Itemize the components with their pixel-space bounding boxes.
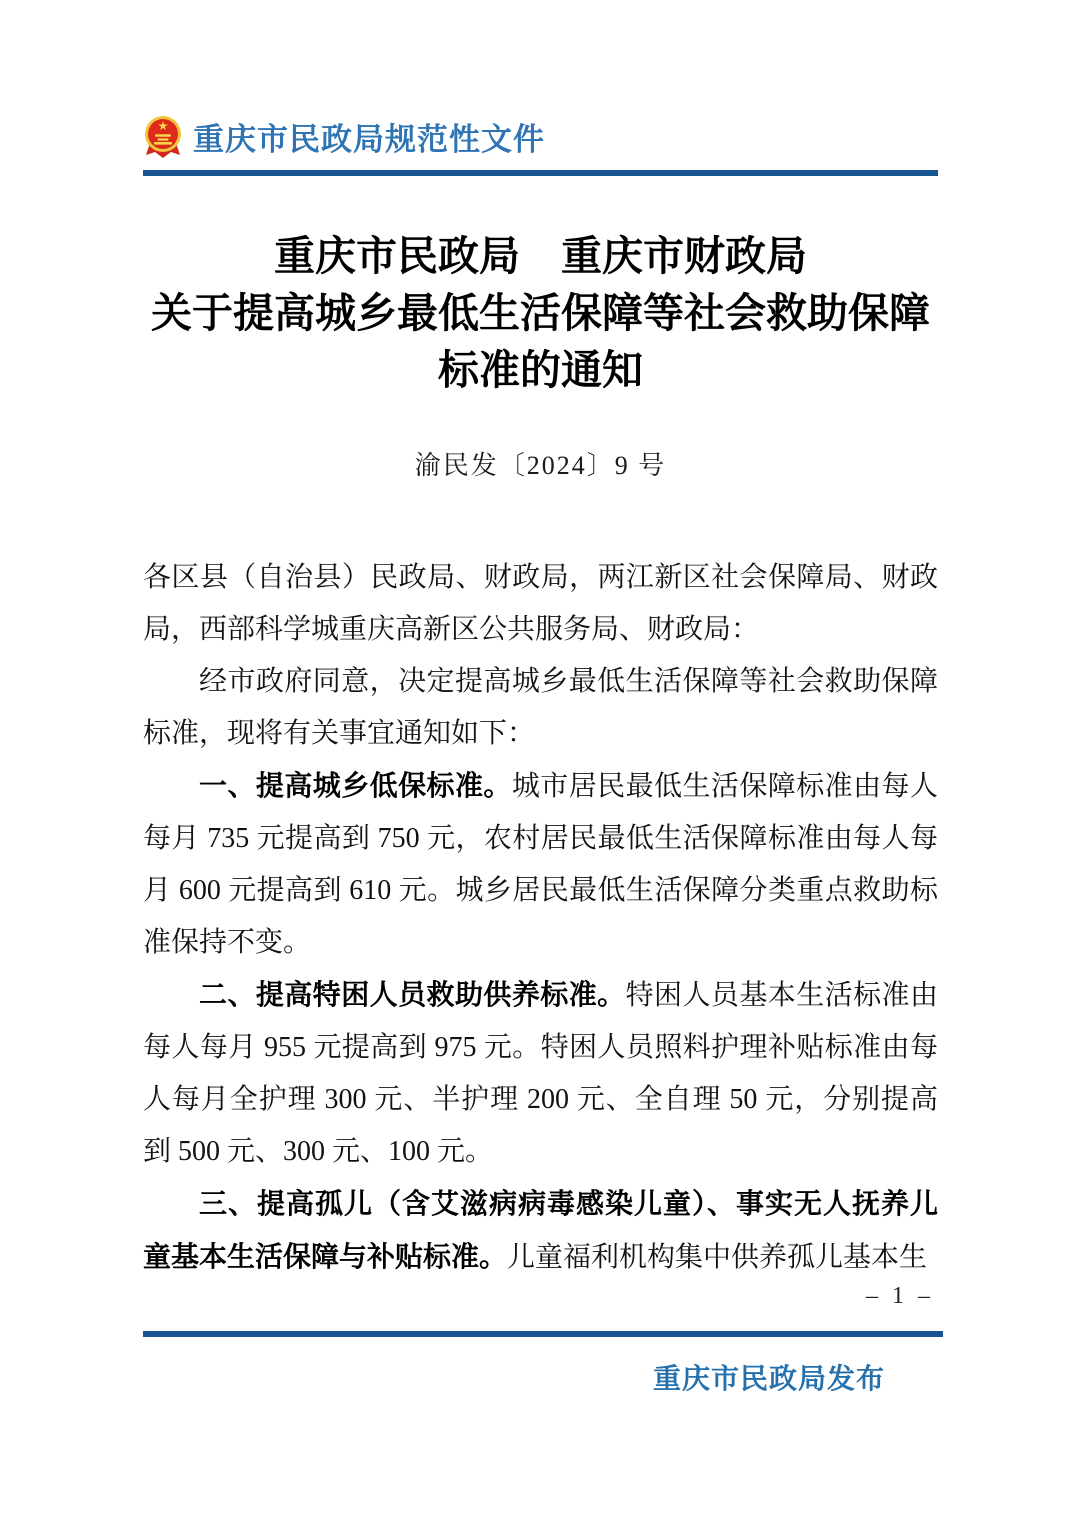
svg-text:★: ★ [158,121,168,132]
salutation-paragraph: 各区县（自治县）民政局、财政局，两江新区社会保障局、财政局，西部科学城重庆高新区公共服务局、财政局： [143,562,938,645]
doc-title-line-2: 关于提高城乡最低生活保障等社会救助保障 [151,290,930,336]
publisher-label: 重庆市民政局发布 [652,1363,885,1394]
section-paragraph-3 [143,1178,938,1284]
document-header [143,0,938,159]
header-divider [143,170,938,176]
section-1-lead: 一、提高城乡低保标准。 [199,770,512,801]
intro-paragraph: 经市政府同意，决定提高城乡最低生活保障等社会救助保障标准，现将有关事宜通知如下： [143,666,938,749]
doc-title-line-3: 标准的通知 [438,347,643,393]
section-2-lead: 二、提高特困人员救助供养标准。 [199,979,626,1010]
document-number: 渝民发〔2024〕9 号 [414,451,667,480]
section-3-text: 儿童福利机构集中供养孤儿基本生 [507,1242,928,1273]
doc-title-line-1: 重庆市民政局 重庆市财政局 [274,233,807,279]
china-national-emblem-icon [143,115,183,159]
page-number: – 1 – [866,1283,934,1309]
header-title: 重庆市民政局规范性文件 [193,122,545,157]
section-2-text: 特困人员基本生活标准由每人每月 955 元提高到 975 元。特困人员照料护理补贴标准由每人每月全护理 300 元、半护理 200 元、全自理 50 元，分别提高到 500 元、300 元、100 元。 [143,980,938,1167]
section-paragraph-2 [143,969,938,1178]
section-3-lead: 三、提高孤儿（含艾滋病病毒感染儿童）、事实无人抚养儿童基本生活保障与补贴标准。 [143,1188,938,1272]
document-title [143,228,938,399]
section-paragraph-1 [143,760,938,969]
section-1-text: 城市居民最低生活保障标准由每人每月 735 元提高到 750 元，农村居民最低生活保障标准由每人每月 600 元提高到 610 元。城乡居民最低生活保障分类重点救助标准保持不变。 [143,771,938,958]
document-body [143,552,938,1284]
footer-divider [143,1331,943,1337]
